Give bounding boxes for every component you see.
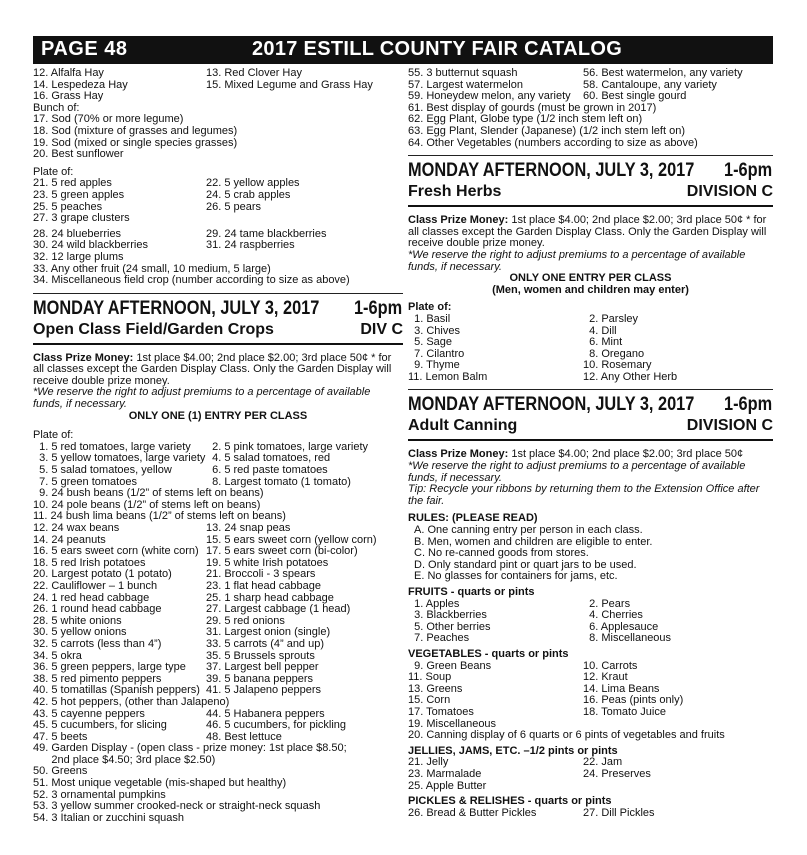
sod-list <box>33 114 403 160</box>
list-item-text: 5. 5 salad tomatoes, yellow <box>33 464 172 477</box>
list-item-text: 32. 5 carrots (less than 4”) <box>33 637 162 650</box>
list-item-text: 6. 5 red paste tomatoes <box>206 464 328 477</box>
list-item: E. No glasses for containers for jams, etc. <box>414 570 618 583</box>
list-item-text: 28. 24 blueberries <box>33 227 122 240</box>
list-item-text: 6. Applesauce <box>583 620 659 633</box>
list-item-text: 24. 5 crab apples <box>206 188 291 201</box>
canning-pickles-list <box>408 808 773 820</box>
canning-date-heading <box>408 394 772 416</box>
list-item: A. One canning entry per person in each class. <box>414 524 643 537</box>
list-item-text: 57. Largest watermelon <box>408 78 523 91</box>
list-item: 61. Best display of gourds (must be grown in 2017) <box>408 101 657 114</box>
list-item: 34. Miscellaneous field crop (number according to size as above) <box>33 274 350 287</box>
list-item-text: 9. 24 bush beans (1/2” of stems left on beans) <box>33 487 264 500</box>
list-item <box>33 190 403 202</box>
list-item: 62. Egg Plant, Globe type (1/2 inch stem left on) <box>408 113 643 126</box>
entry-rule: ONLY ONE (1) ENTRY PER CLASS <box>128 409 308 422</box>
list-item <box>33 91 403 103</box>
list-item-text: 34. 5 okra <box>33 649 82 662</box>
list-item <box>33 639 403 651</box>
section-division: DIV C <box>360 320 403 338</box>
vegetable-extra-list <box>408 103 773 149</box>
jellies-label: JELLIES, JAMS, ETC. –1/2 pints or pints <box>408 744 618 757</box>
list-item: 20. Best sunflower <box>33 148 124 161</box>
prize-text: 1st place $4.00; 2nd place $2.00; 3rd place 50¢ * for all classes except the Garden Display Class. Only the Garden Display will receive double prize money. <box>408 214 767 250</box>
list-item-text: 33. 5 carrots (4” and up) <box>206 637 325 650</box>
list-item-text: 23. 1 flat head cabbage <box>206 579 321 592</box>
list-item-text: 23. 5 green apples <box>33 188 125 201</box>
list-item-text: 10. Carrots <box>583 659 638 672</box>
list-item <box>408 808 773 820</box>
list-item-text: 46. 5 cucumbers, for pickling <box>206 719 347 732</box>
list-item-text: 1. Apples <box>408 597 460 610</box>
list-item-text: 21. Jelly <box>408 756 449 769</box>
list-item <box>33 697 403 709</box>
list-item-text: 23. Marmalade <box>408 767 482 780</box>
list-item-text: 28. 5 white onions <box>33 614 122 627</box>
list-item-text: 48. Best lettuce <box>206 730 282 743</box>
list-item-text: 11. 24 bush lima beans (1/2” of stems left on beans) <box>33 510 286 523</box>
list-item <box>33 778 403 790</box>
list-item-text: 11. Soup <box>408 671 452 684</box>
list-item-text: 27. 3 grape clusters <box>33 212 130 225</box>
section-bar <box>408 205 773 207</box>
canning-time: 1-6pm <box>723 394 773 416</box>
list-item-text: 1. Basil <box>408 312 451 325</box>
list-item-text: 37. Largest bell pepper <box>206 661 319 674</box>
list-item-text: 24. 1 red head cabbage <box>33 591 150 604</box>
list-item <box>33 581 403 593</box>
canning-division: DIVISION C <box>686 417 773 435</box>
section-bar <box>33 343 403 345</box>
section-date-heading <box>33 298 402 320</box>
list-item-text: 35. 5 Brussels sprouts <box>206 649 315 662</box>
list-item-text: 2. 5 pink tomatoes, large variety <box>206 440 369 453</box>
list-item-text: 17. 5 ears sweet corn (bi-color) <box>206 545 358 558</box>
list-item-text: 12. Alfalfa Hay <box>33 67 104 79</box>
list-item-text: 3. Chives <box>408 324 460 337</box>
section-date: MONDAY AFTERNOON, JULY 3, 2017 <box>33 297 320 319</box>
prize-text: 1st place $4.00; 2nd place $2.00; 3rd place 50¢ <box>508 448 744 461</box>
list-item-text: 51. Most unique vegetable (mis-shaped but healthy) <box>33 777 287 790</box>
prize-label: Class Prize Money: <box>33 351 134 364</box>
page-header <box>33 36 773 64</box>
canning-display-item: 20. Canning display of 6 quarts or 6 pints of vegetables and fruits <box>408 729 725 742</box>
list-item <box>33 813 403 825</box>
list-item-text: 22. Cauliflower – 1 bunch <box>33 579 158 592</box>
list-item-text: 49. Garden Display - (open class - prize money: 1st place $8.50; <box>33 742 347 755</box>
list-item <box>408 672 773 684</box>
pickles-label: PICKLES & RELISHES - quarts or pints <box>408 795 612 808</box>
list-item-text: 8. Oregano <box>583 347 645 360</box>
list-item-text: 29. 5 red onions <box>206 614 285 627</box>
list-item-text: 52. 3 ornamental pumpkins <box>33 788 166 801</box>
list-item: 19. Sod (mixed or single species grasses) <box>33 136 238 149</box>
list-item <box>408 314 773 326</box>
list-item-text: 2nd place $4.50; 3rd place $2.50) <box>33 753 216 766</box>
list-item-text: 2. Pears <box>583 597 631 610</box>
list-item-text: 7. 5 green tomatoes <box>33 475 137 488</box>
list-item <box>33 523 403 535</box>
herbs-entry-sub: (Men, women and children may enter) <box>492 283 689 296</box>
herbs-reserve-note: *We reserve the right to adjust premiums to a percentage of available funds, if necessary. <box>408 248 746 273</box>
list-item-text: 4. 5 salad tomatoes, red <box>206 452 331 465</box>
canning-jellies-list <box>408 757 773 792</box>
list-item-text: 11. Lemon Balm <box>408 370 488 383</box>
list-item <box>33 662 403 674</box>
herbs-prize-money <box>408 215 773 250</box>
list-item-text: 42. 5 hot peppers, (other than Jalapeno) <box>33 695 230 708</box>
section-divider <box>408 155 773 156</box>
list-item-text: 44. 5 Habanera peppers <box>206 707 325 720</box>
section-name-heading <box>33 320 403 339</box>
list-item-text: 55. 3 butternut squash <box>408 67 518 79</box>
herbs-name-heading <box>408 182 773 201</box>
list-item-text: 43. 5 cayenne peppers <box>33 707 145 720</box>
canning-reserve-note: *We reserve the right to adjust premiums to a percentage of available funds, if necessary. <box>408 460 746 484</box>
list-item-text: 25. Apple Butter <box>408 779 487 792</box>
bunch-label: Bunch of: <box>33 101 80 114</box>
list-item <box>408 68 773 80</box>
list-item-text: 30. 24 wild blackberries <box>33 239 148 252</box>
list-item-text: 16. 5 ears sweet corn (white corn) <box>33 545 199 558</box>
prize-money <box>33 353 403 388</box>
list-item <box>408 781 773 793</box>
canning-name-heading <box>408 416 773 435</box>
canning-tip: Tip: Recycle your ribbons by returning them to the Extension Office after the fair. <box>408 483 760 507</box>
list-item <box>33 68 403 80</box>
list-item-text: 4. Cherries <box>583 609 643 622</box>
list-item-text: 21. 5 red apples <box>33 177 112 190</box>
fruits-label: FRUITS - quarts or pints <box>408 586 535 598</box>
list-item <box>33 755 403 767</box>
prize-text: 1st place $4.00; 2nd place $2.00; 3rd place 50¢ * for all classes except the Garden Display Class. Only the Garden Display will receive double prize money. <box>33 351 392 387</box>
list-item-text: 13. 24 snap peas <box>206 522 291 534</box>
left-column <box>33 68 403 824</box>
list-item-text: 3. Blackberries <box>408 609 487 622</box>
prize-label: Class Prize Money: <box>408 448 509 461</box>
list-item-text: 22. Jam <box>583 756 623 769</box>
herbs-time: 1-6pm <box>723 160 773 182</box>
list-item-text: 8. Largest tomato (1 tomato) <box>206 475 351 488</box>
canning-name: Adult Canning <box>408 417 518 435</box>
list-item-text: 9. Thyme <box>408 359 460 372</box>
list-item <box>33 213 403 225</box>
right-column <box>408 68 773 819</box>
herbs-name: Fresh Herbs <box>408 183 502 201</box>
list-item-text: 13. Greens <box>408 682 463 695</box>
herbs-entry-rule: ONLY ONE ENTRY PER CLASS <box>509 272 672 285</box>
hay-list <box>33 68 403 103</box>
list-item-text: 24. Preserves <box>583 767 651 780</box>
list-item-text: 20. Largest potato (1 potato) <box>33 568 172 581</box>
list-item-text: 60. Best single gourd <box>583 90 687 103</box>
list-item-text: 9. Green Beans <box>408 659 492 672</box>
list-item: 33. Any other fruit (24 small, 10 medium, 5 large) <box>33 262 271 275</box>
list-item-text: 41. 5 Jalapeno peppers <box>206 684 321 697</box>
crop-list <box>33 442 403 825</box>
list-item-text: 26. 5 pears <box>206 200 262 213</box>
section-name: Open Class Field/Garden Crops <box>33 320 274 338</box>
list-item-text: 3. 5 yellow tomatoes, large variety <box>33 452 206 465</box>
list-item-text: 53. 3 yellow summer crooked-neck or straight-neck squash <box>33 800 321 813</box>
rules-label: RULES: (PLEASE READ) <box>408 512 538 525</box>
plate-label: Plate of: <box>33 429 74 442</box>
list-item-text: 14. Lima Beans <box>583 682 660 695</box>
list-item-text: 17. Tomatoes <box>408 705 474 718</box>
list-item-text: 5. Sage <box>408 336 453 349</box>
list-item-text: 15. Mixed Legume and Grass Hay <box>206 78 373 91</box>
vegetable-list <box>408 68 773 103</box>
canning-vegetables-list <box>408 661 773 731</box>
list-item-text: 19. 5 white Irish potatoes <box>206 556 329 569</box>
list-item-text: 16. Grass Hay <box>33 90 104 103</box>
list-item-text: 4. Dill <box>583 324 617 337</box>
list-item-text: 21. Broccoli - 3 spears <box>206 568 316 581</box>
section-bar <box>408 439 773 441</box>
list-item-text: 22. 5 yellow apples <box>206 177 300 190</box>
reserve-note: *We reserve the right to adjust premiums to a percentage of available funds, if necessary. <box>33 386 371 411</box>
list-item-text: 31. 24 raspberries <box>206 239 295 252</box>
list-item: 63. Egg Plant, Slender (Japanese) (1/2 inch stem left on) <box>408 124 685 137</box>
list-item-text: 54. 3 Italian or zucchini squash <box>33 811 185 824</box>
list-item-text: 1. 5 red tomatoes, large variety <box>33 440 191 453</box>
list-item-text: 32. 12 large plums <box>33 250 124 263</box>
list-item <box>33 465 403 477</box>
list-item-text: 39. 5 banana peppers <box>206 672 314 685</box>
list-item-text: 58. Cantaloupe, any variety <box>583 78 717 91</box>
herbs-plate-label: Plate of: <box>408 301 452 314</box>
list-item-text: 15. 5 ears sweet corn (yellow corn) <box>206 533 377 546</box>
herbs-date-heading <box>408 160 772 182</box>
list-item-text: 2. Parsley <box>583 312 639 325</box>
canning-fruits-list <box>408 599 773 645</box>
list-item-text: 14. Lespedeza Hay <box>33 78 128 91</box>
list-item <box>408 707 773 719</box>
list-item: 17. Sod (70% or more legume) <box>33 113 184 126</box>
canning-date: MONDAY AFTERNOON, JULY 3, 2017 <box>408 394 695 416</box>
list-item-text: 18. 5 red Irish potatoes <box>33 556 146 569</box>
list-item: 64. Other Vegetables (numbers according to size as above) <box>408 136 698 149</box>
list-item-text: 31. Largest onion (single) <box>206 626 331 639</box>
list-item-text: 15. Corn <box>408 694 451 707</box>
list-item: 18. Sod (mixture of grasses and legumes) <box>33 124 238 137</box>
list-item-text: 50. Greens <box>33 765 88 778</box>
list-item-text: 16. Peas (pints only) <box>583 694 684 707</box>
list-item-text: 10. Rosemary <box>583 359 652 372</box>
herbs-date: MONDAY AFTERNOON, JULY 3, 2017 <box>408 160 695 182</box>
list-item-text: 56. Best watermelon, any variety <box>583 67 743 79</box>
plate-label: Plate of: <box>33 165 74 178</box>
list-item-text: 47. 5 beets <box>33 730 88 743</box>
prize-label: Class Prize Money: <box>408 214 509 227</box>
list-item-text: 8. Miscellaneous <box>583 632 672 645</box>
fruit-extra-list <box>33 264 403 287</box>
rules-list <box>408 525 773 583</box>
herbs-list <box>408 314 773 384</box>
list-item-text: 36. 5 green peppers, large type <box>33 661 186 674</box>
list-item <box>408 337 773 349</box>
list-item: C. No re-canned goods from stores. <box>414 547 589 560</box>
list-item-text: 26. 1 round head cabbage <box>33 603 162 616</box>
list-item-text: 26. Bread & Butter Pickles <box>408 806 537 819</box>
list-item-text: 7. Peaches <box>408 632 470 645</box>
vegetables-label: VEGETABLES - quarts or pints <box>408 647 569 660</box>
list-item <box>408 633 773 645</box>
list-item-text: 13. Red Clover Hay <box>206 67 302 79</box>
list-item-text: 40. 5 tomatillas (Spanish peppers) <box>33 684 200 697</box>
section-time: 1-6pm <box>353 297 403 319</box>
list-item-text: 10. 24 pole beans (1/2” of stems left on beans) <box>33 498 261 511</box>
list-item-text: 29. 24 tame blackberries <box>206 227 327 240</box>
list-item-text: 25. 5 peaches <box>33 200 103 213</box>
list-item: D. Only standard pint or quart jars to be used. <box>414 558 637 571</box>
list-item-text: 27. Largest cabbage (1 head) <box>206 603 351 616</box>
list-item-text: 59. Honeydew melon, any variety <box>408 90 571 103</box>
list-item-text: 18. Tomato Juice <box>583 705 666 718</box>
list-item-text: 6. Mint <box>583 336 623 349</box>
section-divider <box>408 389 773 390</box>
list-item-text: 30. 5 yellow onions <box>33 626 127 639</box>
list-item-text: 27. Dill Pickles <box>583 806 655 819</box>
fruit-list <box>33 178 403 224</box>
list-item-text: 38. 5 red pimento peppers <box>33 672 162 685</box>
list-item <box>33 720 403 732</box>
list-item: B. Men, women and children are eligible to enter. <box>414 535 653 548</box>
list-item-text: 12. Any Other Herb <box>583 370 678 383</box>
list-item-text: 19. Miscellaneous <box>408 717 497 730</box>
list-item <box>33 604 403 616</box>
list-item-text: 12. Kraut <box>583 671 628 684</box>
section-divider <box>33 293 403 294</box>
list-item-text: 7. Cilantro <box>408 347 465 360</box>
berry-list <box>33 229 403 264</box>
list-item <box>33 252 403 264</box>
list-item <box>408 372 773 384</box>
herbs-division: DIVISION C <box>686 183 773 201</box>
list-item-text: 45. 5 cucumbers, for slicing <box>33 719 167 732</box>
list-item-text: 14. 24 peanuts <box>33 533 106 546</box>
catalog-title: 2017 ESTILL COUNTY FAIR CATALOG <box>252 38 623 60</box>
list-item-text: 25. 1 sharp head cabbage <box>206 591 334 604</box>
list-item-text: 5. Other berries <box>408 620 491 633</box>
list-item-text: 12. 24 wax beans <box>33 522 120 534</box>
page-number: PAGE 48 <box>41 38 128 60</box>
list-item <box>408 769 773 781</box>
